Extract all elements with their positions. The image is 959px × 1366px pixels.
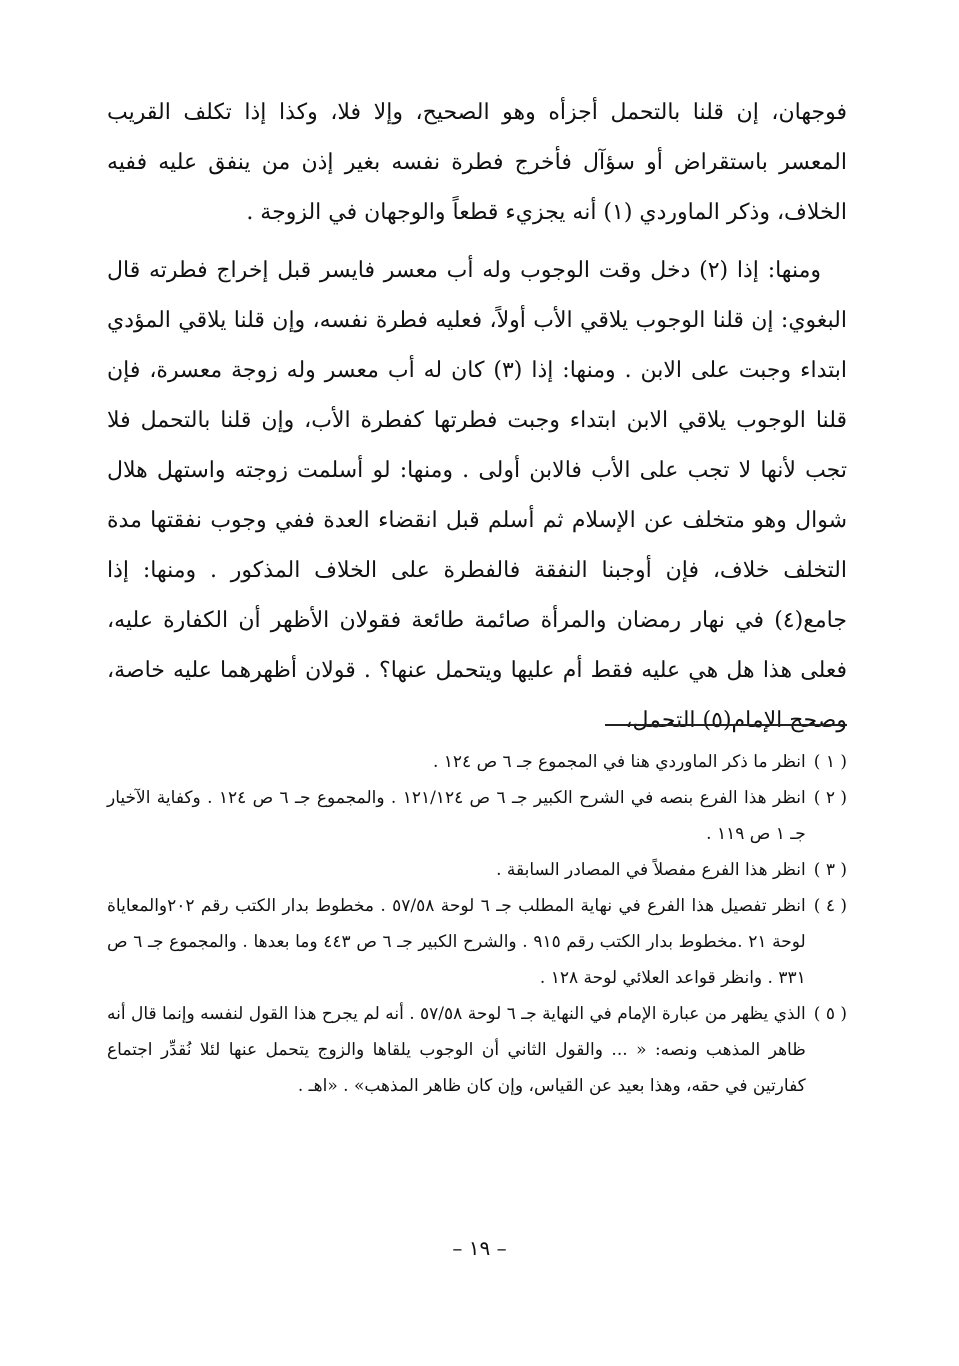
body-paragraph-1: فوجهان، إن قلنا بالتحمل أجزأه وهو الصحيح، وإلا فلا، وكذا إذا تكلف القريب المعسر باستقراض أو سؤآل فأخرج فطرة نفسه بغير إذن من ينفق عليه ففيه الخلاف، وذكر الماوردي (١) أنه يجزيء قطعاً والوجهان في الزوجة . [107,100,847,225]
body-paragraph-2: ومنها: إذا (٢) دخل وقت الوجوب وله أب معسر فايسر قبل إخراج فطرته قال البغوي: إن قلنا الوجوب يلاقي الأب أولاً، فعليه فطرة نفسه، وإن قلنا يلاقي المؤدي ابتداء وجبت على الابن . ومنها: إذا (٣) كان له أب معسر وله زوجة معسرة، فإن قلنا الوجوب يلاقي الابن ابتداء وجبت فطرتها كفطرة الأب، وإن قلنا بالتحمل فلا تجب لأنها لا تجب على الأب فالابن أولى . ومنها: لو أسلمت زوجته واستهل هلال شوال وهو متخلف عن الإسلام ثم أسلم قبل انقضاء العدة ففي وجوب نفقتها مدة التخلف خلاف، فإن أوجبنا النفقة فالفطرة على الخلاف المذكور . ومنها: إذا جامع(٤) في نهار رمضان والمرأة صائمة طائعة فقولان الأظهر أن الكفارة عليه، فعلى هذا هل هي عليه فقط أم عليها ويتحمل عنها؟ . قولان أظهرهما عليه خاصة، وصحح الإمام(٥) التحمل، [107,258,847,733]
footnote-number: ( ٥ ) [813,1004,847,1024]
footnote-5 [107,996,847,1104]
footnote-4 [107,888,847,996]
footnote-number: ( ١ ) [813,752,847,772]
footnote-number: ( ٤ ) [813,896,847,916]
footnotes [107,744,847,1104]
footnote-separator [605,724,847,726]
footnote-text: انظر هذا الفرع مفصلاً في المصادر السابقة . [496,860,806,880]
page-number: – ١٩ – [452,1236,507,1260]
footnote-2 [107,780,847,852]
footnote-text: الذي يظهر من عبارة الإمام في النهاية جـ ٦ لوحة ٥٧/٥٨ . أنه لم يجرح هذا القول لنفسه وإنما قال أنه ظاهر المذهب ونصه: « ... والقول الثاني أن الوجوب يلقاها والزوج يتحمل عنها لئلا نُقدِّر اجتماع كفارتين في حقه، وهذا بعيد عن القياس، وإن كان ظاهر المذهب» . «اهـ . [107,1004,806,1096]
footnote-1 [107,744,847,780]
footnote-number: ( ٣ ) [813,860,847,880]
footnote-number: ( ٢ ) [813,788,847,808]
footnote-3 [107,852,847,888]
footnote-text: انظر هذا الفرع بنصه في الشرح الكبير جـ ٦ ص ١٢١/١٢٤ . والمجموع جـ ٦ ص ١٢٤ . وكفاية الآخيار جـ ١ ص ١١٩ . [107,788,806,844]
footnote-text: انظر ما ذكر الماوردي هنا في المجموع جـ ٦ ص ١٢٤ . [432,752,806,772]
main-text [107,88,847,746]
footnote-text: انظر تفصيل هذا الفرع في نهاية المطلب جـ ٦ لوحة ٥٧/٥٨ . مخطوط بدار الكتب رقم ٢٠٢والمعاياة لوحة ٢١ .مخطوط بدار الكتب رقم ٩١٥ . والشرح الكبير جـ ٦ ص ٤٤٣ وما بعدها . والمجموع جـ ٦ ص ٣٣١ . وانظر قواعد العلائي لوحة ١٢٨ . [107,896,806,988]
